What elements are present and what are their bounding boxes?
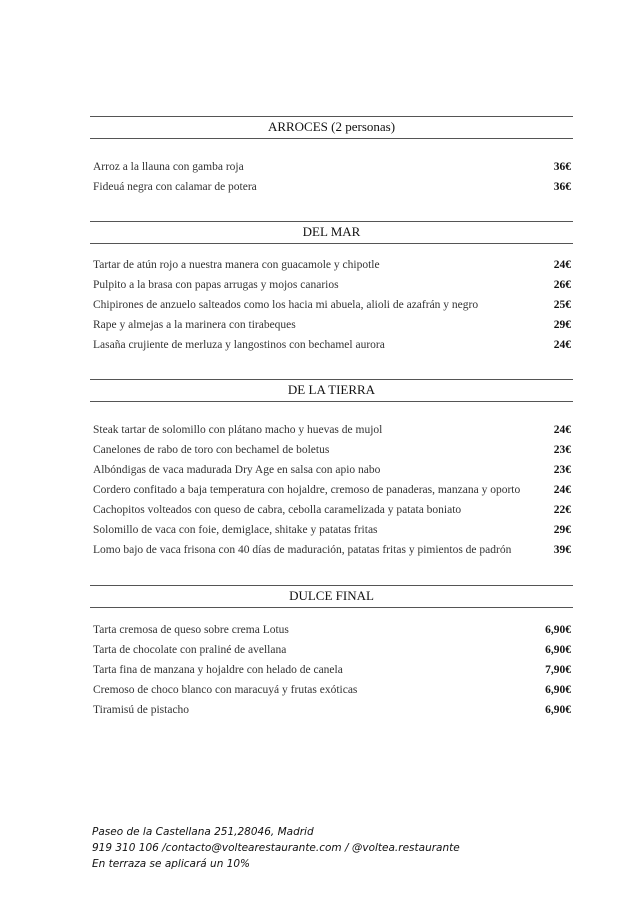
menu-section (90, 116, 573, 193)
menu-section (90, 585, 573, 716)
item-price: 6,90€ (545, 624, 571, 636)
menu-item (93, 684, 571, 704)
section-title: DE LA TIERRA (287, 382, 376, 397)
menu-item (93, 664, 571, 684)
menu-item (93, 444, 571, 464)
item-name: Cremoso de choco blanco con maracuyá y frutas exóticas (93, 684, 358, 696)
menu-item (93, 464, 571, 484)
item-name: Lasaña crujiente de merluza y langostinos con bechamel aurora (93, 339, 385, 351)
item-price: 24€ (553, 484, 571, 496)
item-name: Tartar de atún rojo a nuestra manera con guacamole y chipotle (93, 259, 380, 271)
item-price: 23€ (553, 444, 571, 456)
menu-item (93, 704, 571, 724)
item-name: Fideuá negra con calamar de potera (93, 181, 257, 193)
menu-item (93, 644, 571, 664)
item-name: Pulpito a la brasa con papas arrugas y mojos canarios (93, 279, 339, 291)
item-price: 36€ (553, 161, 571, 173)
item-name: Solomillo de vaca con foie, demiglace, shitake y patatas fritas (93, 524, 378, 536)
item-name: Chipirones de anzuelo salteados como los hacia mi abuela, alioli de azafrán y negro (93, 299, 479, 311)
item-name: Cachopitos volteados con queso de cabra, cebolla caramelizada y patata boniato (93, 504, 462, 516)
item-price: 29€ (553, 524, 571, 536)
menu-section (90, 221, 573, 351)
menu-item (93, 524, 571, 544)
menu-item (93, 624, 571, 644)
menu-item (93, 181, 571, 201)
section-header (90, 116, 573, 139)
footer (92, 824, 460, 872)
item-price: 24€ (553, 259, 571, 271)
item-name: Tiramisú de pistacho (93, 704, 190, 716)
item-price: 36€ (553, 181, 571, 193)
item-price: 39€ (553, 544, 571, 556)
item-price: 6,90€ (545, 704, 571, 716)
menu-item (93, 319, 571, 339)
item-name: Lomo bajo de vaca frisona con 40 días de maduración, patatas fritas y pimientos de padrón (93, 544, 512, 556)
menu-item (93, 259, 571, 279)
item-name: Steak tartar de solomillo con plátano macho y huevas de mujol (93, 424, 383, 436)
footer-address: Paseo de la Castellana 251,28046, Madrid (92, 826, 314, 838)
item-name: Tarta de chocolate con praliné de avellana (93, 644, 287, 656)
section-title: DULCE FINAL (289, 588, 374, 603)
menu-item (93, 544, 571, 564)
menu-section (90, 379, 573, 556)
menu-item (93, 424, 571, 444)
item-name: Canelones de rabo de toro con bechamel de boletus (93, 444, 330, 456)
menu-item (93, 299, 571, 319)
section-header (90, 379, 573, 402)
item-name: Albóndigas de vaca madurada Dry Age en salsa con apio nabo (93, 464, 381, 476)
item-price: 24€ (553, 339, 571, 351)
menu-item (93, 504, 571, 524)
item-price: 29€ (553, 319, 571, 331)
item-price: 7,90€ (545, 664, 571, 676)
footer-terrace-note: En terraza se aplicará un 10% (92, 858, 251, 870)
item-price: 6,90€ (545, 644, 571, 656)
menu-item (93, 161, 571, 181)
item-name: Rape y almejas a la marinera con tirabeques (93, 319, 296, 331)
menu-item (93, 339, 571, 359)
item-name: Tarta fina de manzana y hojaldre con helado de canela (93, 664, 343, 676)
item-price: 22€ (553, 504, 571, 516)
item-price: 6,90€ (545, 684, 571, 696)
item-name: Tarta cremosa de queso sobre crema Lotus (93, 624, 289, 636)
item-price: 25€ (553, 299, 571, 311)
item-name: Cordero confitado a baja temperatura con hojaldre, cremoso de panaderas, manzana y oporto (93, 484, 521, 496)
item-price: 26€ (553, 279, 571, 291)
section-header (90, 221, 573, 244)
menu-item (93, 279, 571, 299)
section-title: DEL MAR (302, 224, 361, 239)
menu-item (93, 484, 571, 504)
item-price: 23€ (553, 464, 571, 476)
section-header (90, 585, 573, 608)
section-title: ARROCES (2 personas) (267, 119, 396, 134)
item-price: 24€ (553, 424, 571, 436)
item-name: Arroz a la llauna con gamba roja (93, 161, 244, 173)
footer-contact: 919 310 106 /contacto@voltearestaurante.com / @voltea.restaurante (92, 842, 460, 854)
